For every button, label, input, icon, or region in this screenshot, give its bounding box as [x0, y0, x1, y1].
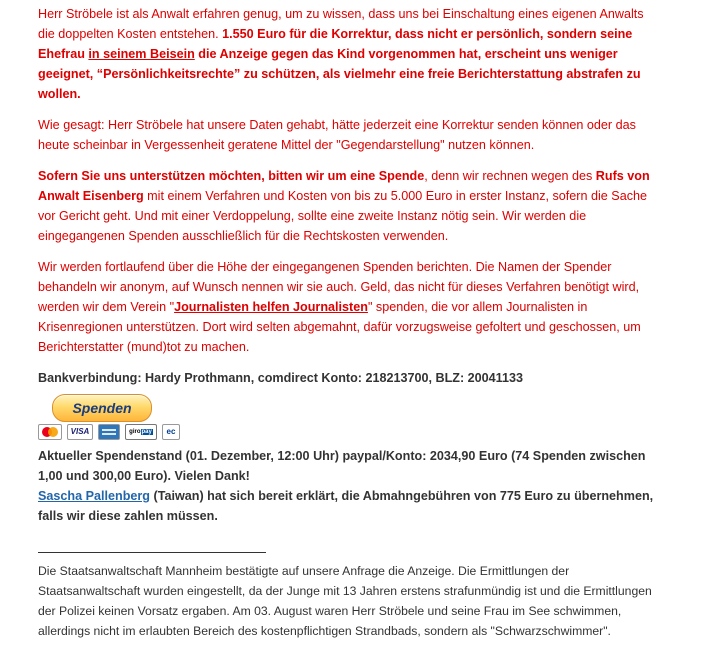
mastercard-icon — [38, 424, 62, 440]
donation-status — [38, 446, 658, 526]
para3-text4: mit einem Verfahren und Kosten von bis zu 5.000 Euro in erster Instanz, sofern die Sache vor Gericht geht. Und mit einer Verdoppelung, sollte eine zweite Instanz nötig sein. Wir werden die eingegangenen Spenden ausschließlich für die Rechtskosten verwenden. — [38, 189, 648, 243]
ec-card-icon: ec — [162, 424, 180, 440]
visa-icon: VISA — [67, 424, 93, 440]
journalisten-helfen-link[interactable]: Journalisten helfen Journalisten — [174, 300, 368, 314]
para1-text2: 1.550 Euro für die Korrektur, dass nicht er persönlich, sondern seine Ehefrau — [38, 27, 633, 61]
paragraph-lawyer-costs — [38, 4, 658, 104]
footnote-divider — [38, 552, 266, 553]
donation-status-rest: (Taiwan) hat sich bereit erklärt, die Abmahngebühren von 775 Euro zu übernehmen, falls wir diese zahlen müssen. — [38, 489, 654, 523]
donate-button[interactable]: Spenden — [52, 394, 152, 422]
article-content — [38, 4, 658, 652]
para3-bold-request: Sofern Sie uns unterstützen möchten, bitten wir um eine Spende — [38, 169, 425, 183]
giropay-icon — [125, 424, 157, 440]
paragraph-donation-request — [38, 166, 658, 246]
giropay-text-b: pay — [141, 429, 152, 435]
footnote-text: Die Staatsanwaltschaft Mannheim bestätigte auf unsere Anfrage die Anzeige. Die Ermittlungen der Staatsanwaltschaft wurden eingestellt, da der Junge mit 13 Jahren erstens strafunmündig ist und die Ermittlungen der Polizei keinen Vorsatz ergaben. Am 03. August waren Herr Ströbele und seine Frau im See schwimmen, allerdings nicht im erlaubten Bereich des kostenpflichtigen Strandbads, sondern als "Schwarzschwimmer". — [38, 564, 652, 638]
para1-emphasis: in seinem Beisein — [88, 47, 195, 61]
para1-text4: die Anzeige gegen das Kind vorgenommen hat, erscheint uns weniger geeignet, “Persönlichkeitsrechte” zu schützen, als vielmehr eine freie Berichterstattung abstrafen zu wollen. — [38, 47, 641, 101]
bank-details: Bankverbindung: Hardy Prothmann, comdirect Konto: 218213700, BLZ: 20041133 — [38, 371, 524, 385]
sascha-pallenberg-link[interactable]: Sascha Pallenberg — [38, 489, 150, 503]
para1-text1: Herr Ströbele ist als Anwalt erfahren genug, um zu wissen, dass uns bei Einschaltung eines eigenen Anwalts die doppelten Kosten entstehen. — [38, 7, 644, 41]
donation-status-line: Aktueller Spendenstand (01. Dezember, 12:00 Uhr) paypal/Konto: 2034,90 Euro (74 Spenden zwischen 1,00 und 300,00 Euro). Vielen Dank! — [38, 449, 646, 483]
para4-text2: " spenden, die vor allem Journalisten in Krisenregionen unterstützen. Dort wird selten abgemahnt, dafür vorzugsweise gefoltert und geschossen, um Berichterstatter (mund)tot zu machen. — [38, 300, 641, 354]
para3-text2: , denn wir rechnen wegen des — [424, 169, 596, 183]
giropay-text-a: giro — [129, 429, 141, 435]
paragraph-reporting — [38, 257, 658, 357]
para4-text1: Wir werden fortlaufend über die Höhe der eingegangenen Spenden berichten. Die Namen der Spender behandeln wir anonym, auf Wunsch nennen wir sie auch. Geld, das nicht für dieses Verfahren benötigt wird, werden wir dem Verein " — [38, 260, 640, 314]
para3-bold-lawyer: Rufs von Anwalt Eisenberg — [38, 169, 650, 203]
donate-widget — [38, 394, 658, 442]
amex-icon — [98, 424, 120, 440]
payment-cards — [38, 424, 180, 440]
paragraph-correction: Wie gesagt: Herr Ströbele hat unsere Daten gehabt, hätte jederzeit eine Korrektur senden können oder das heute scheinbar in Vergessenheit geratene Mittel der "Gegendarstellung" nutzen können. — [38, 118, 636, 152]
